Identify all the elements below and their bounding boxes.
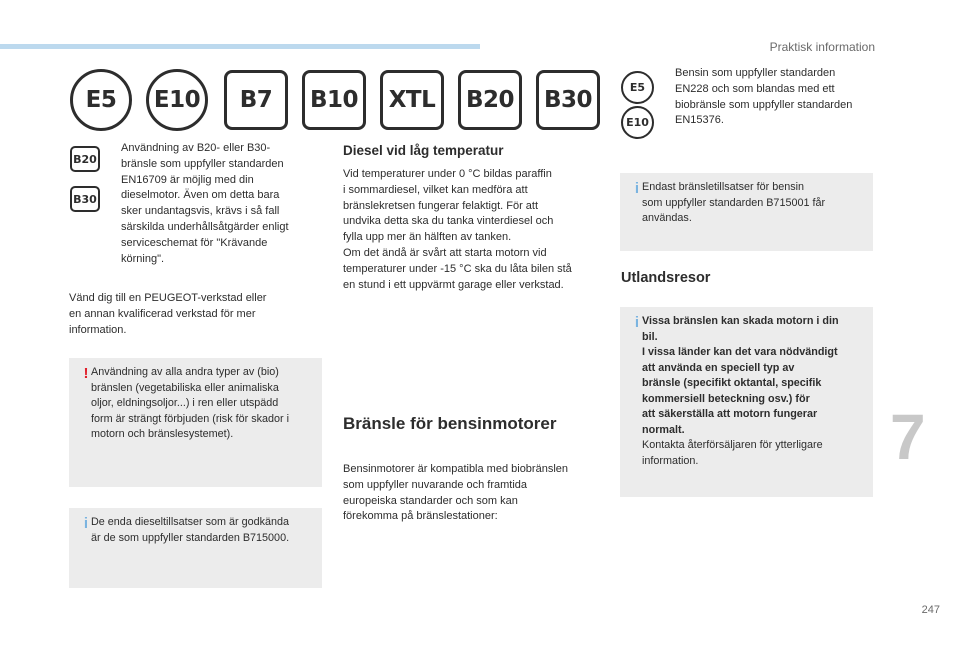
info-icon: i [634, 314, 640, 331]
diesel-heading: Diesel vid låg temperatur [343, 143, 504, 158]
petrol-additive-box [620, 173, 873, 251]
petrol-text: Bensinmotorer är kompatibla med biobränslen som uppfyller nuvarande och framtida europeiska standarder och som kan förekomma på bränslestationer: [343, 463, 569, 523]
petrol-heading: Bränsle för bensinmotorer [343, 414, 557, 433]
abroad-heading: Utlandsresor [621, 270, 711, 286]
biodiesel-text: Användning av B20- eller B30- bränsle som uppfyller standarden EN16709 är möjlig med din dieselmotor. Även om detta bara sker undantagsvis, krävs i så fall särskilda underhållsåtgärder enligt serviceschemat för "Krävande körning". [121, 142, 289, 265]
warning-icon: ! [83, 365, 89, 382]
diesel-text: Vid temperaturer under 0 °C bildas paraffin i sommardiesel, vilket kan medföra att bränslekretsen fungerar felaktigt. För att undvika detta ska du tanka vinterdiesel och fylla upp mer än hälften av tanken. Om det ändå är svårt att starta motorn vid temperaturer under -15 °C ska du låta bilen stå en stund i ett uppvärmt garage eller verkstad. [343, 168, 572, 291]
abroad-box [620, 307, 873, 497]
contact-text: Vänd dig till en PEUGEOT-verkstad eller en annan kvalificerad verkstad för mer information. [69, 292, 267, 336]
info-icon: i [83, 515, 89, 532]
fuel-badge-b7: B7 [224, 70, 288, 130]
diesel-additive-box [69, 508, 322, 588]
badge-b20-small: B20 [70, 146, 100, 172]
fuel-badge-b10: B10 [302, 70, 366, 130]
chapter-number: 7 [890, 401, 926, 473]
warning-box [69, 358, 322, 487]
petrol-standard-text: Bensin som uppfyller standarden EN228 och som blandas med ett biobränsle som uppfyller standarden EN15376. [675, 67, 853, 127]
fuel-badge-b20: B20 [458, 70, 522, 130]
warning-text: Användning av alla andra typer av (bio) bränslen (vegetabiliska eller animaliska oljor, eldningsoljor...) i ren eller utspädd form är strängt förbjuden (risk för skador i motorn och bränslesystemet). [91, 366, 290, 440]
diesel-additive-text: De enda dieseltillsatser som är godkända är de som uppfyller standarden B715000. [91, 516, 290, 544]
fuel-badge-b30: B30 [536, 70, 600, 130]
section-title: Praktisk information [769, 40, 875, 54]
header-accent-bar [0, 44, 480, 49]
petrol-additive-text: Endast bränsletillsatser för bensin som uppfyller standarden B715001 får användas. [642, 181, 826, 224]
abroad-warning-text: Vissa bränslen kan skada motorn i din bil. I vissa länder kan det vara nödvändigt att använda en speciell typ av bränsle (specifikt oktantal, specifik kommersiell beteckning osv.) för att säkerställa att motorn fungerar normalt. [642, 315, 839, 436]
fuel-badge-xtl: XTL [380, 70, 444, 130]
fuel-badge-e10: E10 [146, 69, 208, 131]
info-icon: i [634, 180, 640, 197]
badge-e5-small: E5 [621, 71, 654, 104]
fuel-badge-e5: E5 [70, 69, 132, 131]
page-number: 247 [921, 604, 940, 616]
abroad-contact-text: Kontakta återförsäljaren för ytterligare information. [642, 439, 823, 467]
badge-b30-small: B30 [70, 186, 100, 212]
badge-e10-small: E10 [621, 106, 654, 139]
abroad-content [642, 314, 868, 469]
